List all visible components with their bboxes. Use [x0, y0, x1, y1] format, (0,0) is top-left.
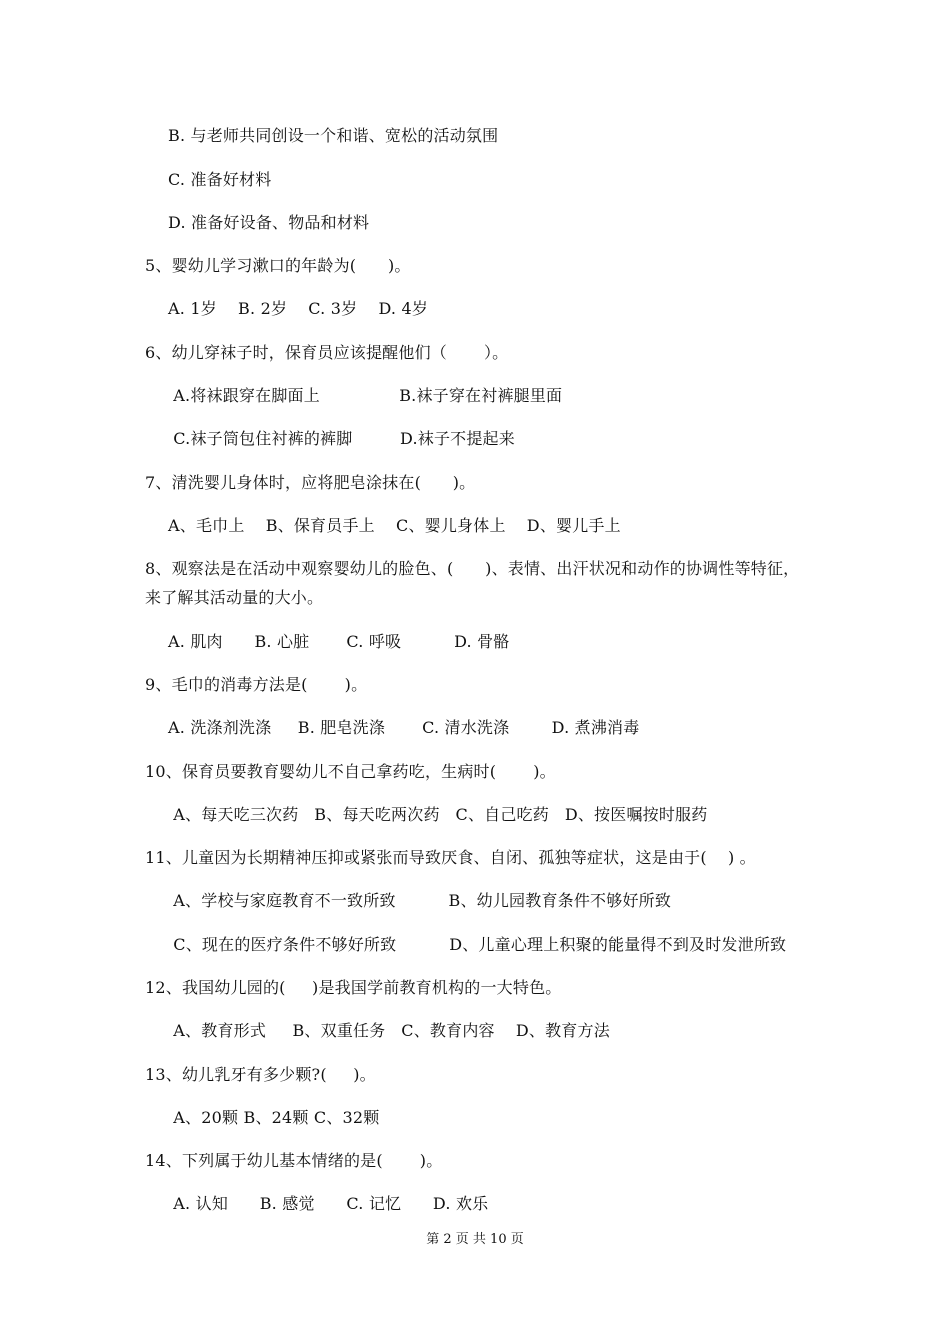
question-13: 13、幼儿乳牙有多少颗?( )。 — [145, 1065, 376, 1084]
option-line: B. 与老师共同创设一个和谐、宽松的活动氛围 — [168, 126, 499, 145]
option-line: A、毛巾上 B、保育员手上 C、婴儿身体上 D、婴儿手上 — [168, 516, 621, 535]
question-5: 5、婴幼儿学习漱口的年龄为( )。 — [145, 256, 411, 275]
option-line: A、20颗 B、24颗 C、32颗 — [168, 1108, 380, 1127]
question-14: 14、下列属于幼儿基本情绪的是( )。 — [145, 1151, 443, 1170]
question-11: 11、儿童因为长期精神压抑或紧张而导致厌食、自闭、孤独等症状，这是由于( ) 。 — [145, 848, 756, 867]
question-10: 10、保育员要教育婴幼儿不自己拿药吃，生病时( )。 — [145, 762, 556, 781]
option-line: C.袜子筒包住衬裤的裤脚 D.袜子不提起来 — [168, 429, 515, 448]
option-line: C. 准备好材料 — [168, 170, 272, 189]
question-8-continued: 来了解其活动量的大小。 — [145, 588, 324, 607]
question-12: 12、我国幼儿园的( )是我国学前教育机构的一大特色。 — [145, 978, 562, 997]
option-line: A、每天吃三次药 B、每天吃两次药 C、自己吃药 D、按医嘱按时服药 — [168, 805, 708, 824]
option-line: A. 认知 B. 感觉 C. 记忆 D. 欢乐 — [168, 1194, 489, 1213]
option-line: D. 准备好设备、物品和材料 — [168, 213, 370, 232]
option-line: A、教育形式 B、双重任务 C、教育内容 D、教育方法 — [168, 1021, 610, 1040]
option-line: A. 洗涤剂洗涤 B. 肥皂洗涤 C. 清水洗涤 D. 煮沸消毒 — [168, 718, 640, 737]
option-line: A、学校与家庭教育不一致所致 B、幼儿园教育条件不够好所致 — [168, 891, 672, 910]
option-line: A. 1岁 B. 2岁 C. 3岁 D. 4岁 — [168, 299, 429, 318]
question-7: 7、清洗婴儿身体时，应将肥皂涂抹在( )。 — [145, 473, 476, 492]
question-6: 6、幼儿穿袜子时，保育员应该提醒他们（ ）。 — [145, 343, 509, 362]
question-9: 9、毛巾的消毒方法是( )。 — [145, 675, 368, 694]
option-line: A. 肌肉 B. 心脏 C. 呼吸 D. 骨骼 — [168, 632, 510, 651]
question-8: 8、观察法是在活动中观察婴幼儿的脸色、( )、表情、出汗状况和动作的协调性等特征， — [145, 559, 800, 578]
option-line: A.将袜跟穿在脚面上 B.袜子穿在衬裤腿里面 — [168, 386, 563, 405]
page-footer: 第 2 页 共 10 页 — [426, 1232, 524, 1247]
option-line: C、现在的医疗条件不够好所致 D、儿童心理上积聚的能量得不到及时发泄所致 — [168, 935, 787, 954]
